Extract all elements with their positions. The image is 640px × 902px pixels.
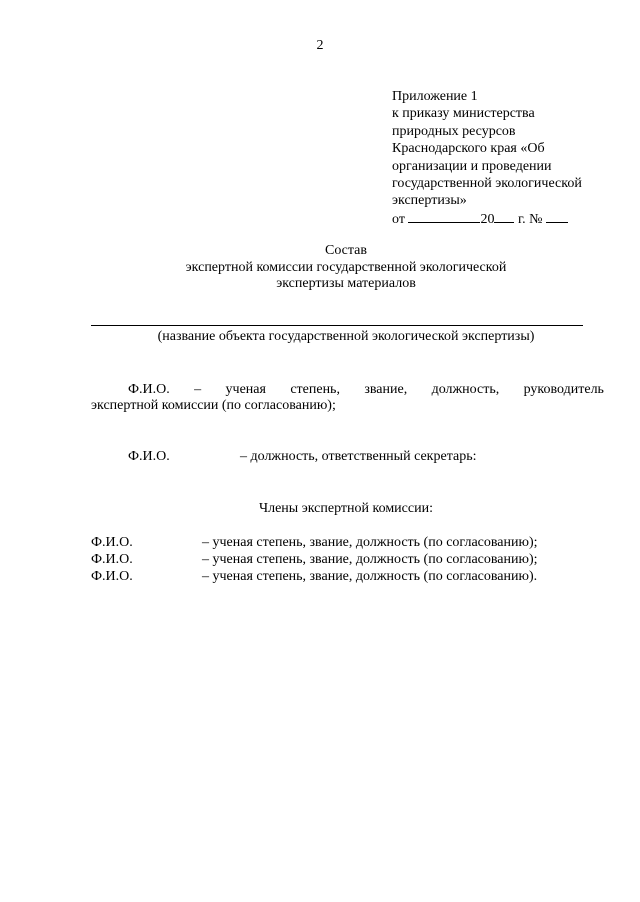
appendix-line: к приказу министерства [392,106,535,122]
title-line: экспертной комиссии государственной экологической [185,259,507,275]
title-line: Состав [324,243,367,258]
object-name-blank-line [91,325,583,326]
appendix-block [392,88,582,228]
document-title [0,243,640,293]
chair-word: Ф.И.О. [128,382,170,397]
member-name: Ф.И.О. [91,569,133,584]
chair-entry [128,382,604,398]
member-role: – ученая степень, звание, должность (по согласованию). [202,569,538,584]
member-role: – ученая степень, звание, должность (по согласованию); [202,552,538,567]
chair-entry-continuation: экспертной комиссии (по согласованию); [91,398,336,413]
order-number-blank [546,210,568,223]
appendix-line: экспертизы» [392,193,467,209]
date-prefix: от [392,211,405,227]
secretary-role: – должность, ответственный секретарь: [240,449,477,464]
member-name: Ф.И.О. [91,552,133,567]
appendix-line: Приложение 1 [392,89,478,104]
date-suffix: г. № [517,211,543,227]
appendix-line: государственной экологической [392,176,582,192]
chair-word: ученая [225,382,266,397]
appendix-line: природных ресурсов [392,123,516,139]
title-line: экспертизы материалов [276,276,416,292]
chair-word: – [194,382,202,397]
date-year: 20 [480,211,495,227]
page-number: 2 [316,38,324,53]
member-role: – ученая степень, звание, должность (по согласованию); [202,535,538,550]
appendix-date-line [392,210,582,228]
secretary-name: Ф.И.О. [128,449,170,464]
date-day-blank [408,210,480,223]
object-name-caption: (название объекта государственной экологической экспертизы) [157,329,535,344]
chair-word: звание, [364,382,408,397]
date-year-blank [494,210,514,223]
chair-word: руководитель [523,382,604,397]
chair-word: степень, [290,382,340,397]
appendix-line: Краснодарского края «Об [392,141,545,157]
member-name: Ф.И.О. [91,535,133,550]
chair-word: должность, [431,382,500,397]
members-heading: Члены экспертной комиссии: [259,501,433,516]
appendix-line: организации и проведении [392,158,552,174]
